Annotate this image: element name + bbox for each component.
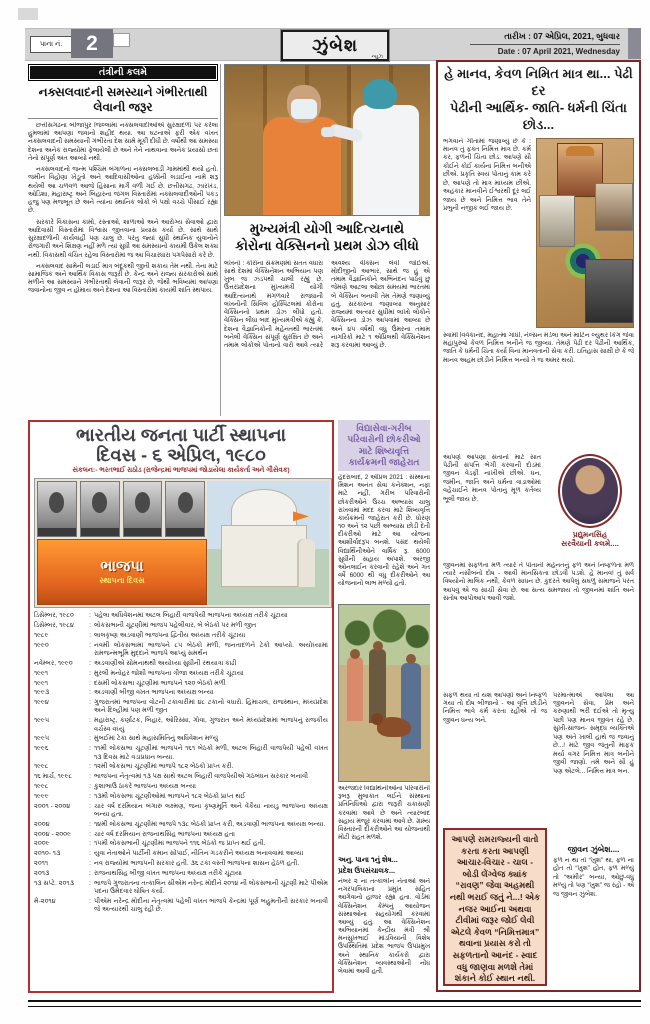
- person-silhouette: [401, 663, 421, 749]
- manav-bottom-right: [553, 692, 634, 986]
- timeline-year: ૧૯૯૩: [34, 689, 50, 697]
- person-silhouette: [299, 539, 315, 587]
- manav-row-portrait: [443, 454, 634, 558]
- timeline-row: [34, 763, 328, 771]
- timeline-colon: [86, 735, 94, 743]
- timeline-description: મહારાષ્ટ્ર, કર્ણાટક, બિહાર, ઓરિસ્સા, ગોવા, ગુજરાત અને મધ્યપ્રદેશમાં ભાજપનું રાજકીય વર્ચસ્વ વધ્યું: [94, 717, 328, 733]
- timeline-year: ૧૯૯૪: [34, 699, 49, 707]
- manav-paragraph: સફળ થયા તો યશ આપણો અને નિષ્ફળ ગયા તો દોષ બીજાનો - આ વૃત્તિ છોડીને નિમિત્ત ભાવે કર્મ કરતા રહીએ તો જ જીવન ધન્ય બને.: [443, 691, 547, 724]
- manav-row-top: [443, 138, 634, 328]
- timeline-colon: [86, 850, 94, 858]
- editorial-kicker: તંત્રીની કલમે: [28, 64, 218, 81]
- timeline-year: ૧૬ માર્ચ, ૧૯૯૮: [34, 773, 73, 781]
- timeline-row: [34, 670, 328, 678]
- yogi-headline: [224, 221, 430, 255]
- bjp-title: [34, 425, 328, 465]
- timeline-colon: [86, 793, 94, 801]
- timeline-row: [34, 831, 328, 839]
- person-head: [406, 654, 416, 664]
- author-byline-line2: સરવૈયાની કલમે....: [561, 539, 619, 549]
- page-number: 2: [71, 29, 113, 58]
- timeline-description: ચાર વર્ષ દરમિયાન રાજનાથસિંહ ભાજપના અધ્યક્ષ હતા: [94, 830, 235, 838]
- bjp-timeline: [34, 612, 328, 914]
- manav-bottom-left: [443, 692, 547, 986]
- masthead-title: ઝુંબેશ: [312, 35, 358, 55]
- leader-portraits-strip: [37, 481, 205, 537]
- timeline-year: ૧૯૯૧: [34, 669, 49, 677]
- portrait-caption-bar: [166, 528, 204, 536]
- timeline-description: ૧૫મી લોકસભાની ચૂંટણીમાં ભાજપને ૧૧૬ બેઠકો જ પ્રાપ્ત થઈ હતી.: [94, 840, 266, 848]
- editorial-paragraph: છત્તીસગઢના બીજાપુર જિલ્લામાં નક્સલવાદીઓએ સુરક્ષાદળો પર કરેલા હુમલામાં આપણા જવાનો શહીદ થયા. આ ઘટનાએ ફરી એક વખત નક્સલવાદની સમસ્યાની ગંભીરતા દેશ સામે મૂકી દીધી છે. વર્ષોથી આ સમસ્યા દેશના અનેક રાજ્યોમાં ફેલાયેલી છે અને તેને નાથવાના અનેક પ્રયાસો છતાં તેનો સંપૂર્ણ અંત આવ્યો નથી.: [28, 122, 218, 162]
- timeline-description: ૧૨મી લોકસભા ચૂંટણીમાં ભાજપે ૧૮૨ બેઠકો પ્રાપ્ત કરી.: [94, 763, 234, 771]
- leader-portrait: [80, 481, 120, 537]
- author-portrait-block: [546, 454, 634, 558]
- timeline-row: [34, 642, 328, 659]
- timeline-colon: [86, 745, 94, 762]
- timeline-row: [34, 840, 328, 848]
- jeevan-heading: જીવન ઝુંબેશ....: [567, 844, 620, 854]
- person-silhouette: [347, 657, 363, 721]
- timeline-year: ડિસેમ્બર, ૧૯૮૪: [34, 622, 74, 630]
- photo-bjp-collage: [34, 478, 332, 608]
- jeevan-body: ફળ ન થા તો “ખુશ” થા, ફળ ના હોત તો “ખુશ” હોત, ફળ મળ્યું તો “અમીર” બન્યા, ઓછું-વધુ મળ્યું તો પણ “ખુશ” જ રહો - એ જ જીવન ઝુંબેશ.: [553, 856, 634, 899]
- editorial-paragraph: સરકારે વિકાસના કામો, રસ્તાઓ, શાળાઓ અને આરોગ્ય સેવાઓ દ્વારા આદિવાસી વિસ્તારોમાં વિશ્વાસ જીતવાના પ્રયાસ કર્યા છે. સાથે સાથે સુરક્ષાદળોની કાર્યવાહી પણ ચાલુ છે. પરંતુ જ્યાં સુધી સ્થાનિક યુવાનોને રોજગારી અને શિક્ષણ નહીં મળે ત્યાં સુધી આ સમસ્યાનો કાયમી ઉકેલ શક્ય નથી. વિકાસથી વંચિત રહેલા વિસ્તારોમાં જ આ વિચારધારા પગપેસારો કરે છે.: [28, 218, 218, 259]
- flag-shape: [293, 511, 309, 521]
- timeline-description: પીએમ નરેન્દ્ર મોદીના નેતૃત્વમાં પહેલી વખત ભાજપે કેન્દ્રમાં પૂર્ણ બહુમતીની સરકાર બનાવી જે અત્યારથી ચાલુ રહી છે.: [94, 897, 328, 913]
- timeline-description: ૧૧મી લોકસભા ચૂંટણીમાં ભાજપને ૧૬૧ બેઠકો મળી, અટલ બિહારી વાજપેયી પહેલી વખત ૧૩ દિવસ માટે વડાપ્રધાન બન્યા.: [94, 745, 328, 761]
- timeline-year: ૨૦૦૯: [34, 840, 50, 848]
- rule-divider: [28, 118, 218, 119]
- timeline-year: ડિસેમ્બર, ૧૯૮૦: [34, 612, 74, 620]
- yogi-article: [224, 64, 430, 416]
- timeline-year: ૨૦૧૧: [34, 859, 49, 867]
- timeline-description: લાલકૃષ્ણ અડવાણી ભાજપના દ્વિતીય અધ્યક્ષ તરીકે ચૂંટાયા: [94, 631, 246, 639]
- timeline-row: [34, 622, 328, 630]
- manav-paragraph: જીવનમાં સફળતા મળે ત્યારે તે પોતાની મહેનતનું ફળ અને નિષ્ફળતા મળે ત્યારે નસીબનો દોષ - આવી માનસિકતા છોડવી પડશે. હે માનવ! તું સર્વ વિષયોનો માલિક નથી, કેવળ સાધન છે. કુદરતે આપેલું સઘળું સમાજને પરત આપવું એ જ સાચી સેવા છે. આ સત્ય સમજાય તો જીવનમાં શાંતિ અને સંતોષ આપોઆપ આવી જશે.: [443, 561, 634, 603]
- timeline-row: [34, 699, 328, 716]
- timeline-year: ૨૦૦૪: [34, 820, 50, 828]
- timeline-row: [34, 612, 328, 620]
- timeline-colon: [86, 870, 94, 878]
- timeline-colon: [86, 660, 94, 668]
- bjp-poster: [37, 539, 207, 605]
- bjp-title-line1: ભારતીય જનતા પાર્ટી સ્થાપના: [75, 425, 287, 445]
- photo-dome-building: [207, 481, 329, 605]
- timeline-colon: [86, 773, 94, 781]
- bjp-title-line2: દિવસ - ૬ એપ્રિલ, ૧૯૮૦: [96, 445, 266, 466]
- yogi-headline-line2: કોરોના વેક્સિનનો પ્રથમ ડોઝ લીધો: [235, 237, 419, 253]
- continuation-subhead: પ્રદેશ ઉપસંચાલક...: [338, 866, 396, 875]
- author-byline: [561, 530, 619, 549]
- mlk-portrait: [585, 259, 633, 323]
- scholarship-body: હૈદરાબાદ, 2 એપ્રિલ 2021 : સંસ્થાના મિશન અનંત સેવા કનેક્શન, નફા માટે નહીં, ગરીબ પરિવારોની છોકરીઓને ઉચ્ચ અભ્યાસ ચાલુ રાખવામાં મદદ કરવા માટે શિષ્યવૃત્તિ કાર્યક્રમની જાહેરાત કરી છે. ધોરણ ૧૦ અને ૧૨ પછી અભ્યાસ છોડી દેતી દીકરીઓ માટે આ યોજના આશીર્વાદરૂપ બનશે. પસંદ થયેલી વિદ્યાર્થિનીઓને વાર્ષિક રૂ. 6000 સુધીની સહાય અપાશે. અરજી ઓનલાઈન કરવાની રહેશે અને ગત વર્ષે 6000 થી વધુ દીકરીઓને આ યોજનાનો લાભ મળ્યો હતો.: [338, 474, 430, 588]
- bjp-foundation-box: [28, 420, 334, 993]
- timeline-colon: [86, 803, 94, 820]
- timeline-row: [34, 793, 328, 801]
- face-mask: [291, 99, 317, 119]
- timeline-description: નવમી લોકસભામાં ભાજપને ૮૫ બેઠકો મળી, જનતાદળને ટેકો આપ્યો. અયોધ્યામાં રામજન્મભૂમિ મુદ્દાને ભાજપે આપ્યું સમર્થન: [94, 641, 328, 658]
- timeline-colon: [86, 632, 94, 640]
- manav-headline-line1: હે માનવ, કેવળ નિમિત માત્ર થા... પેઢી દર: [444, 66, 633, 98]
- portrait-caption-bar: [38, 528, 76, 536]
- leader-portrait: [165, 481, 205, 537]
- manav-paragraph: સ્વામી વિવેકાનંદ, મહાત્મા ગાંધી, નેલ્સન મંડેલા અને માર્ટિન લ્યુથર કિંગ જેવા મહાપુરુષો કેવળ નિમિત્ત બનીને જ જીવ્યા. તેમણે પેઢી દર પેઢીની આર્થિક, જાતિ કે ધર્મની ચિંતા કર્યા વિના માનવતાની સેવા કરી. ઇતિહાસ સાક્ષી છે કે જે માનવ અહમ છોડીને નિમિત્ત બન્યો તે જ અમર થયો.: [443, 331, 634, 364]
- timeline-year: ૨૦૦૧ - ૨૦૦૪: [34, 802, 71, 810]
- nurse-cap: [363, 79, 397, 109]
- masthead-box: [281, 30, 389, 61]
- timeline-description: યુવા નેતાઓને પાર્ટીની કમાન સોંપાઈ, નીતિન ગડકરીને અધ્યક્ષ બનાવવામાં આવ્યા: [94, 850, 304, 858]
- timeline-row: [34, 773, 328, 781]
- timeline-year: ૧૯૯૮: [34, 782, 49, 790]
- timeline-description: દસમી લોકસભા ચૂંટણીમાં ભાજપને ૧૨૦ બેઠકો મળી: [94, 679, 226, 687]
- scholarship-article: [338, 420, 430, 993]
- timeline-year: ૧૯૯૫: [34, 735, 50, 743]
- timeline-year: ૨૦૧૦- ૧૩: [34, 850, 61, 858]
- date-gujarati: તારીખ : 07 એપ્રિલ, 2021, બુધવાર: [470, 31, 620, 45]
- timeline-row: [34, 860, 328, 868]
- timeline-row: [34, 745, 328, 762]
- header-end-block: [628, 28, 641, 59]
- editorial-paragraph: નક્સલવાદ સામેની લડાઈ માત્ર બંદૂકથી જીતી શકાય તેમ નથી. તેના માટે સામાજિક અને આર્થિક વિકાસ જરૂરી છે. કેન્દ્ર અને રાજ્ય સરકારોએ સાથે મળીને આ સમસ્યાને ગંભીરતાથી લેવાની જરૂર છે, જેથી ભવિષ્યમાં આપણા જવાનોના જીવ ન હોમાય અને દેશના આ વિસ્તારોમાં કાયમી શાંતિ સ્થપાય.: [28, 262, 218, 295]
- timeline-description: પહેલા અધિવેશનમાં અટલ બિહારી વાજપેયી ભાજપના અધ્યક્ષ તરીકે ચૂંટાયા: [94, 612, 288, 620]
- timeline-colon: [86, 699, 94, 716]
- dateline-block: [470, 31, 620, 56]
- timeline-description: રાજનાથસિંહ બીજી વખત ભાજપના અધ્યક્ષ તરીકે ચૂંટાયા: [94, 869, 242, 877]
- person-silhouette: [369, 649, 386, 723]
- manav-paragraph: આપણે આપણા સંતાનો માટે સાત પેઢીની સંપત્તિ ભેગી કરવાની દોડમાં જીવન વેડફી નાખીએ છીએ. ધન, જમીન, જાતિ અને ધર્મના વાડાઓમાં વહેંચાઈને માનવ પોતાનું મૂળ કર્તવ્ય ભૂલી જાય છે.: [443, 453, 541, 503]
- timeline-description: ૧૪મી લોકસભા ચૂંટણીમાં ભાજપે ૧૩૮ બેઠકો પ્રાપ્ત કરી, અડવાણી ભાજપના અધ્યક્ષ બન્યા.: [94, 820, 326, 828]
- timeline-description: ભાજપના નેતૃત્વમાં ૧૩ પક્ષ સાથે અટલ બિહારી વાજપેયીએ ગઠબંધન સરકાર બનાવી: [94, 773, 308, 781]
- bottom-double-rule: [28, 1000, 641, 1007]
- timeline-year: ૧૯૯૬: [34, 745, 49, 753]
- highlight-quote-box: આપણે રામરાજ્યની વાતો કરતા કરતા આપણી આચાર-વિચાર - ચાલ - બોડી લેંગ્વેજ ક્યાંક “રાવણ” જેવા અહમથી નથી ભરાઈ જતું ને...! એક નજર આઈના અથવા ટીવીમાં જરૂર જોઈ લેવી એટલે કેવળ “નિમિત્તમાત્ર” થવાના પ્રયાસ કરો તો સફળતાનો આનંદ - સ્વાદ વધુ જાણવા મળશે તેમાં શંકાને કોઈ સ્થાન નથી.: [443, 828, 547, 986]
- timeline-year: ૨૦૦૪ - ૨૦૦૯: [34, 830, 71, 838]
- timeline-colon: [86, 840, 94, 848]
- poster-text-line1: ભાજપા: [100, 557, 144, 575]
- timeline-description: ૧૩મી લોકસભા ચૂંટણીઓમાં ભાજપને ૧૮૨ બેઠકો પ્રાપ્ત થઈ: [94, 792, 246, 800]
- manav-row-bottom: [443, 692, 634, 986]
- editorial-headline: નક્સલવાદની સમસ્યાને ગંભીરતાથી લેવાની જરૂર: [38, 85, 208, 114]
- column-divider: [220, 64, 221, 416]
- timeline-colon: [86, 622, 94, 630]
- timeline-description: ચાર વર્ષ દરમિયાન બંગારુ લક્ષ્મણ, જના કૃષ્ણમૂર્તિ અને વેંકૈયા નાયડુ ભાજપના અધ્યક્ષ બન્યા હતા.: [94, 802, 328, 818]
- timeline-description: મુરલી મનોહર જોશી ભાજપના ત્રીજા અધ્યક્ષ તરીકે ચૂંટાયા: [94, 669, 244, 677]
- timeline-row: [34, 735, 328, 743]
- timeline-colon: [86, 860, 94, 868]
- portrait-caption-bar: [81, 528, 119, 536]
- timeline-year: નવેમ્બર, ૧૯૯૦: [34, 659, 73, 667]
- photo-cow-field: [338, 604, 430, 782]
- masthead-subtitle: ન્યુઝ: [371, 54, 383, 60]
- author-portrait: [558, 454, 622, 528]
- timeline-year: ૨૦૧૩: [34, 869, 50, 877]
- timeline-year: ૧૯૯૧: [34, 679, 49, 687]
- timeline-colon: [86, 612, 94, 620]
- timeline-row: [34, 689, 328, 697]
- timeline-colon: [86, 670, 94, 678]
- timeline-row: [34, 850, 328, 858]
- timeline-row: [34, 870, 328, 878]
- continuation-header: અનુ. પાના ૧નું શેષ...: [338, 855, 398, 864]
- author-byline-line1: પ્રદ્યુમનસિંહ: [572, 529, 608, 539]
- timeline-description: ભાજપે ગુજરાતના તત્કાલિન સીએમ નરેન્દ્ર મોદીને ૨૦૧૪ ની લોકસભાની ચૂંટણી માટે પીએમ પદના ઉમેદવાર ઘોષિત કર્યા.: [94, 879, 329, 895]
- timeline-year: ૧૯૮૯: [34, 631, 49, 639]
- timeline-row: [34, 880, 328, 897]
- timeline-row: [34, 803, 328, 820]
- leader-portrait: [123, 481, 163, 537]
- date-english: Date : 07 April 2021, Wednesday: [497, 47, 620, 56]
- scan-corner-mark: [18, 8, 38, 20]
- poster-text-line2: સ્થાપના દિવસ: [99, 575, 145, 585]
- manav-headline: [443, 66, 634, 134]
- nurse-glove: [321, 127, 335, 137]
- person-head: [350, 649, 360, 659]
- manav-paragraph: પરમાત્માએ આપેલા આ જીવનને સેવા, પ્રેમ અને કરુણાથી ભરી દઈએ તો મૃત્યુ પછી પણ માનવ જીવંત રહે છે. સુખી-સાજન- સમૃદ્ધ વ્યક્તિએ પણ અંતે ખાલી હાથે જ જવાનું છે...! માટે જીવ જંતુની માફક મર્યા વગર નિમિત્ત માત્ર બનીને જીવી જાણો. તમે અને સૌ હું પણ એટલે... નિમિત્ત માત્ર બન.: [553, 691, 634, 775]
- timeline-year: મે-૨૦૧૪: [34, 897, 56, 905]
- timeline-description: અડવાણીએ સોમનાથથી અયોધ્યા સુધીની રથયાત્રા કાઢી: [94, 659, 237, 667]
- timeline-colon: [86, 783, 94, 791]
- timeline-year: ૧૯૯૫: [34, 717, 50, 725]
- building-shape: [221, 525, 307, 587]
- timeline-colon: [86, 898, 94, 915]
- nurse-figure: [353, 105, 419, 215]
- timeline-row: [34, 783, 328, 791]
- manav-paragraph: ભગવાને ગીતામાં જણાવ્યું છે કે : માનવ તું ફક્ત નિમિત્ત માત્ર છે. કર્મ કર, ફળની ચિંતા છોડ. આપણે સૌ કોઈને કોઈ કાર્યના નિમિત્ત બનીએ છીએ. પ્રકૃતિ સ્વયં પોતાનું કામ કરે છે, આપણે તો માત્ર માધ્યમ છીએ. અહંકાર માનવીને ઈશ્વરથી દૂર લઈ જાય છે અને નિમિત્ત ભાવ તેને પ્રભુની નજીક લઈ જાય છે.: [443, 137, 531, 213]
- timeline-row: [34, 680, 328, 688]
- timeline-colon: [86, 821, 94, 829]
- timeline-row: [34, 632, 328, 640]
- photo-leaders-collage: [536, 138, 634, 328]
- timeline-description: નવ રાજ્યોમાં ભાજપની સરકાર હતી. ૩૬ ટકા વસ્તી ભાજપના શાસન હેઠળ હતી.: [94, 859, 300, 867]
- timeline-row: [34, 821, 328, 829]
- timeline-year: ૧૯૯૯: [34, 792, 49, 800]
- manav-headline-line2: પેઢીની આર્થિક- જાતિ- ધર્મની ચિંતા છોડ...: [450, 99, 627, 132]
- timeline-description: મુંબઈમાં ટેકા સાથે મહાસમિતિનું અધિવેશન મળ્યું: [94, 735, 219, 743]
- timeline-colon: [86, 680, 94, 688]
- scholarship-headline: વિદ્યાસેવા-ગરીબ પરિવારોની છોકરીઓ માટે શિષ્યવૃત્તિ કાર્યક્રમની જાહેરાત: [338, 420, 430, 471]
- timeline-description: કુશાભાઉ ઠાકરે ભાજપના અધ્યક્ષ બન્યા: [94, 782, 196, 790]
- photo-caption: અરજદાર વિદ્યાર્થિનીઓના પરિવારોની રૂબરૂ મુલાકાત લઈને સંસ્થાના પ્રતિનિધિઓ દ્વારા જરૂરી ચકાસણી કરવામાં આવે છે અને ત્યારબાદ સહાય મંજૂર કરવામાં આવે છે. ગ્રામ્ય વિસ્તારની દીકરીઓને આ યોજનાથી મોટી રાહત મળશે.: [338, 785, 430, 842]
- manav-article-box: [436, 60, 641, 992]
- leader-portrait: [37, 481, 77, 537]
- continuation-body: નંબર ૨ ના તત્કાલીન નેતાઓ અને નગરપાલિકાના પ્રમુખ સહિત આગેવાનો હાજર રહ્યા હતા. વોર્ડમાં વેક્સિનેશન કેમ્પનું આયોજન સંસ્થાઓના સહયોગથી કરવામાં આવ્યું હતું. આ વેક્સિનેશન અભિયાનમાં કેન્દ્રીય મંત્રી શ્રી મનસુખભાઈ માંડવિયાની વિશેષ ઉપસ્થિતિમાં પ્રદેશ ભાજપ ઉપપ્રમુખ અને સ્થાનિક કાર્યકરો દ્વારા વેક્સિનેશન વ્યવસ્થાઓની નોંધ લેવામાં આવી હતી.: [338, 878, 430, 975]
- editorial-article: [28, 64, 218, 416]
- timeline-colon: [86, 689, 94, 697]
- page-number-label: પાના નં.: [30, 36, 72, 53]
- editorial-body: [28, 122, 218, 416]
- timeline-row: [34, 898, 328, 915]
- timeline-row: [34, 717, 328, 734]
- gandhi-portrait: [539, 195, 575, 247]
- yogi-headline-line1: મુખ્યમંત્રી યોગી આદિત્યનાથે: [249, 221, 405, 236]
- timeline-colon: [86, 763, 94, 771]
- timeline-year: ૧૩ સપ્ટે. ૨૦૧૩: [34, 879, 74, 887]
- timeline-description: ગુજરાતમાં ભાજપના વોટની ટકાવારીમાં ૪૮ ટકાનો વધારો. હિમાચલ, રાજસ્થાન, મધ્યપ્રદેશ અને દિલ્હીમાં પણ મળી જીત: [94, 699, 328, 715]
- bjp-byline: સંકલન:- ભરતભાઈ રાઠોડ (રાજેન્દ્રમાં ભાજપમાં જોડાયેલા કાર્યકર્તા અને ગૌસેવક): [72, 467, 290, 475]
- timeline-colon: [86, 831, 94, 839]
- timeline-year: ૧૯૯૮: [34, 763, 49, 771]
- mandela-portrait: [595, 183, 633, 231]
- portrait-caption-bar: [124, 528, 162, 536]
- yogi-body-text: લખનૌ : કોરોના સંક્રમણમાં સતત વધારા સાથે દેશમાં વેક્સિનેશન અભિયાન પણ ખુબ જ ઝડપથી ચાલી રહ્યું છે. ઉત્તરપ્રદેશના મુખ્યમંત્રી યોગી આદિત્યનાથે મંગળવારે રાજધાની લખનૌની સિવિલ હોસ્પિટલમાં કોરોના વેક્સિનનો પ્રથમ ડોઝ લીધો હતો. વેક્સિન લીધા બાદ મુખ્યમંત્રીએ કહ્યું કે, દેશના વૈજ્ઞાનિકોની મહેનતથી ભારતમાં બનેલી વેક્સિન સંપૂર્ણ સુરક્ષિત છે અને તમામ લોકોએ પોતાનો વારો આવે ત્યારે અવશ્ય વેક્સિન લેવી જોઈએ. મોદીજીનો આભાર, સાથે જ હું એ તમામ વૈજ્ઞાનિકોને અભિનંદન પાઠવું છું જેમણે આટલા ઓછા સમયમાં ભારતમાં બે વેક્સિન બનાવી તેમ તેમણે જણાવ્યું હતું. સરકારના જણાવ્યા અનુસાર રાજ્યમાં અત્યાર સુધીમાં લાખો લોકોને વેક્સિનના ડોઝ આપવામાં આવ્યા છે અને ૪૫ વર્ષથી વધુ ઉંમરના તમામ નાગરિકો માટે ૧ એપ્રિલથી વેક્સિનેશન શરૂ કરવામાં આવ્યું છે.: [224, 259, 430, 350]
- timeline-colon: [86, 642, 94, 659]
- timeline-description: અડવાણી બીજી વખત ભાજપના અધ્યક્ષ બન્યા: [94, 689, 214, 697]
- page-number-tab: [113, 33, 130, 47]
- timeline-description: લોકસભાની ચૂંટણીમાં ભાજપ પહેલીવાર, બે બેઠકો પર મળી જીત: [94, 622, 257, 630]
- timeline-colon: [86, 717, 94, 734]
- editorial-paragraph: નક્સલવાદનો જન્મ પશ્ચિમ બંગાળના નક્સલબાડી ગામમાંથી થયો હતો. જમીન વિહોણા ખેડૂતો અને આદિવાસીઓના હક્કોની લડાઈના નામે શરૂ થયેલી આ ચળવળ આજે હિંસાના માર્ગે વળી ગઈ છે. છત્તીસગઢ, ઝારખંડ, ઓડિશા, મહારાષ્ટ્ર અને બિહારના જંગલ વિસ્તારોમાં નક્સલવાદીઓની પકડ હજુ પણ મજબૂત છે અને ત્યાંના સ્થાનિક લોકો બે પક્ષો વચ્ચે પીસાઈ રહ્યા છે.: [28, 166, 218, 215]
- timeline-year: ૧૯૯૦: [34, 641, 49, 649]
- timeline-colon: [86, 880, 94, 897]
- person-head: [373, 641, 383, 651]
- timeline-row: [34, 660, 328, 668]
- photo-yogi-vaccination: [224, 64, 430, 216]
- cow-shape: [377, 717, 411, 737]
